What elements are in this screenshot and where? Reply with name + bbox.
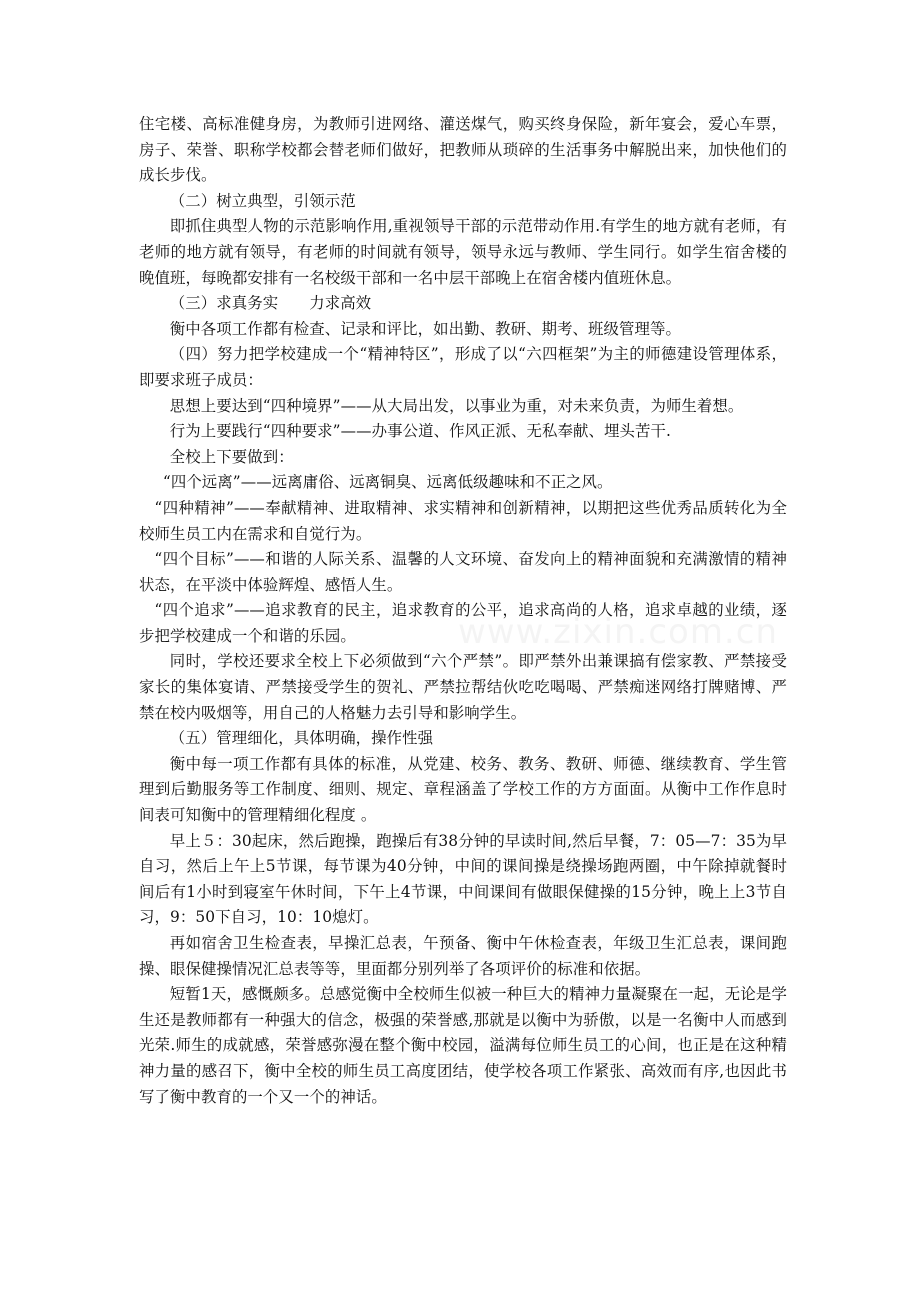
section-heading-5: （五）管理细化，具体明确，操作性强: [169, 729, 434, 748]
paragraph-housing-benefits: 住宅楼、高标准健身房，为教师引进网络、灌送煤气，购买终身保险，新年宴会，爱心车票，房子、荣誉、职称学校都会替老师们做好，把教师从琐碎的生活事务中解脱出来，加快他们的成长步伐。: [139, 115, 787, 185]
section-heading-4: （四）努力把学校建成一个“精神特区”，形成了以“六四框架”为主的师德建设管理体系，即要求班子成员：: [139, 345, 787, 389]
paragraph-standards: 衡中每一项工作都有具体的标准，从党建、校务、教务、教研、师德、继续教育、学生管理到后勤服务等工作制度、细则、规定、章程涵盖了学校工作的方方面面。从衡中工作作息时间表可知衡中的管理精细化程度 。: [139, 754, 787, 825]
paragraph-role-models: 即抓住典型人物的示范影响作用,重视领导干部的示范带动作用.有学生的地方就有老师，有老师的地方就有领导，有老师的时间就有领导，领导永远与教师、学生同行。如学生宿舍楼的晚值班，每晚都安排有一名校级干部和一名中层干部晚上在宿舍楼内值班休息。: [139, 217, 787, 287]
document-body: [139, 112, 787, 1110]
section-heading-3: （三）求真务实 力求高效: [169, 294, 372, 313]
paragraph-whole-school: 全校上下要做到：: [169, 447, 294, 466]
paragraph-four-spirits: “四种精神”——奉献精神、进取精神、求实精神和创新精神，以期把这些优秀品质转化为全校师生员工内在需求和自觉行为。: [139, 498, 787, 543]
paragraph-checklists: 再如宿舍卫生检查表，早操汇总表，午预备、衡中午休检查表，年级卫生汇总表，课间跑操、眼保健操情况汇总表等等，里面都分别列举了各项评价的标准和依据。: [139, 934, 787, 978]
paragraph-conclusion: 短暂1天，感慨颇多。总感觉衡中全校师生似被一种巨大的精神力量凝聚在一起，无论是学生还是教师都有一种强大的信念，极强的荣誉感,那就是以衡中为骄傲，以是一名衡中人而感到光荣.师生的成就感，荣誉感弥漫在整个衡中校园，溢满每位师生员工的心间，也正是在这种精神力量的感召下，衡中全校的师生员工高度团结，使学校各项工作紧张、高效而有序,也因此书写了衡中教育的一个又一个的神话。: [139, 985, 787, 1106]
paragraph-four-goals: “四个目标”——和谐的人际关系、温馨的人文环境、奋发向上的精神面貌和充满激情的精神状态，在平淡中体验辉煌、感悟人生。: [139, 550, 787, 594]
watermark: www.zixin.com.cn: [458, 612, 778, 652]
paragraph-inspections: 衡中各项工作都有检查、记录和评比，如出勤、教研、期考、班级管理等。: [169, 319, 681, 338]
paragraph-four-requirements: 行为上要践行“四种要求”——办事公道、作风正派、无私奉献、埋头苦干.: [169, 422, 671, 441]
paragraph-four-realms: 思想上要达到“四种境界”——从大局出发，以事业为重，对未来负责，为师生着想。: [169, 396, 744, 415]
paragraph-six-prohibitions: 同时，学校还要求全校上下必须做到“六个严禁”。即严禁外出兼课搞有偿家教、严禁接受家长的集体宴请、严禁接受学生的贺礼、严禁拉帮结伙吃吃喝喝、严禁痴迷网络打牌赌博、严禁在校内吸烟等，用自己的人格魅力去引导和影响学生。: [139, 652, 787, 722]
paragraph-four-pursuits: “四个追求”——追求教育的民主，追求教育的公平，追求高尚的人格，追求卓越的业绩，逐步把学校建成一个和谐的乐园。: [139, 601, 787, 645]
paragraph-four-stay-away: “四个远离”——远离庸俗、远离铜臭、远离低级趣味和不正之风。: [162, 473, 613, 492]
section-heading-2: （二）树立典型，引领示范: [169, 191, 356, 210]
paragraph-daily-schedule: 早上５：30起床，然后跑操，跑操后有38分钟的早读时间,然后早餐，7：05—7：35为早自习，然后上午上5节课，每节课为40分钟，中间的课间操是绕操场跑两圈，中午除掉就餐时间后有1小时到寝室午休时间，下午上4节课，中间课间有做眼保健操的15分钟，晚上上3节自习，9：50下自习，10：10熄灯。: [139, 831, 787, 927]
